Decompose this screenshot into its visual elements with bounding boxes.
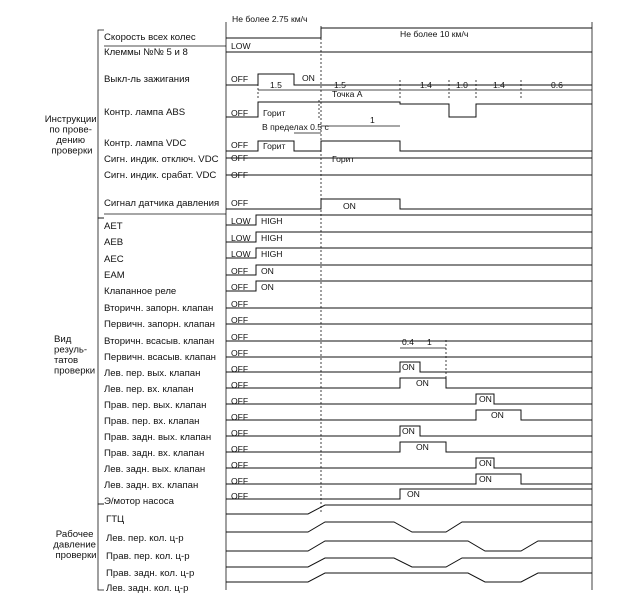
group-pressure-line-1: Рабочее — [55, 529, 94, 540]
valve-dim-2: 1 — [427, 337, 432, 347]
row-initial-state: OFF — [231, 348, 249, 358]
dim-ign-3: 1.4 — [420, 80, 432, 90]
row-label: Сигн. индик. срабат. VDC — [104, 170, 217, 181]
note-aec-high: HIGH — [261, 249, 283, 259]
wave-master-cyl — [226, 505, 592, 514]
wave-fl-in-valve — [226, 378, 592, 388]
note-fr-in-on: ON — [491, 410, 504, 420]
dim-ign-5: 1.4 — [493, 80, 505, 90]
row-initial-state: OFF — [231, 444, 249, 454]
dim-ign-6: 0.6 — [551, 80, 563, 90]
row-label: Прав. пер. вых. клапан — [104, 400, 207, 411]
row-label: Первичн. запорн. клапан — [104, 319, 215, 330]
row-label: Вторичн. запорн. клапан — [104, 303, 214, 314]
row-label: Сигнал датчика давления — [104, 198, 220, 209]
note-vdc-off-lit: Горит — [332, 154, 355, 164]
row-initial-state: OFF — [231, 476, 249, 486]
wave-eam — [226, 265, 592, 275]
row-label: Вторичн. всасыв. клапан — [104, 336, 215, 347]
wave-fr-cyl — [226, 541, 592, 551]
group-procedure-line-2: по прове- — [49, 124, 92, 136]
dim-ign-1: 1.5 — [270, 80, 282, 90]
point-a-label: Точка А — [332, 89, 363, 99]
wave-valve-relay — [226, 281, 592, 291]
row-label: Лев. пер. кол. ц-р — [106, 533, 184, 544]
wave-rl-in-valve — [226, 474, 592, 484]
row-initial-state: OFF — [231, 396, 249, 406]
note-aet-high: HIGH — [261, 216, 283, 226]
speed-limit-note: Не более 2.75 км/ч — [232, 14, 308, 24]
dim-ign-2: 1.5 — [334, 80, 346, 90]
note-fl-in-on: ON — [416, 378, 429, 388]
wave-rr-cyl — [226, 558, 592, 567]
one-sec-label: 1 — [370, 115, 375, 125]
row-initial-state: OFF — [231, 299, 249, 309]
note-rl-out-on: ON — [479, 458, 492, 468]
wave-fr-in-valve — [226, 410, 592, 420]
wave-fl-cyl — [226, 522, 592, 532]
row-label: AEB — [104, 237, 124, 248]
row-label: Скорость всех колес — [104, 32, 196, 43]
note-pressure-on: ON — [343, 201, 356, 211]
dim-ign-4: 1.0 — [456, 80, 468, 90]
row-initial-state: OFF — [231, 491, 249, 501]
row-label: Лев. пер. вх. клапан — [104, 384, 194, 395]
row-initial-state: OFF — [231, 332, 249, 342]
wave-rl-out-valve — [226, 458, 592, 468]
row-initial-state: LOW — [231, 216, 251, 226]
row-initial-state: OFF — [231, 460, 249, 470]
speed-limit-note-2: Не более 10 км/ч — [400, 29, 469, 39]
note-fl-out-on: ON — [402, 362, 415, 372]
row-initial-state: OFF — [231, 266, 249, 276]
row-initial-state: LOW — [231, 41, 251, 51]
wave-rr-in-valve — [226, 442, 592, 452]
group-procedure-line-4: проверки — [51, 145, 93, 157]
row-label: Сигн. индик. отключ. VDC — [104, 154, 219, 165]
group-label-procedure — [45, 114, 100, 157]
valve-dimensions — [400, 337, 446, 348]
group-pressure-line-2: давление — [53, 539, 97, 551]
note-rl-in-on: ON — [479, 474, 492, 484]
row-label: Выкл-ль зажигания — [104, 74, 190, 85]
row-label: Прав. задн. вых. клапан — [104, 432, 212, 443]
group-procedure-line-1: Инструкции — [44, 114, 97, 125]
row-initial-state: OFF — [231, 198, 249, 208]
row-initial-state: OFF — [231, 140, 249, 150]
row-label: Контр. лампа VDC — [104, 138, 187, 149]
group-procedure-line-3: дению — [56, 135, 86, 146]
row-initial-state: OFF — [231, 74, 249, 84]
note-relay-on: ON — [261, 282, 274, 292]
group-label-results — [54, 334, 95, 377]
wave-fr-out-valve — [226, 394, 592, 404]
row-label: Контр. лампа ABS — [104, 107, 186, 118]
group-results-line-2: резуль- — [54, 344, 88, 356]
wave-rl-cyl — [226, 573, 592, 582]
row-label: Прав. пер. вх. клапан — [104, 416, 200, 427]
within-label: В пределах 0.5 с — [262, 122, 329, 132]
note-pump-on: ON — [407, 489, 420, 499]
row-initial-state: OFF — [231, 153, 249, 163]
note-fr-out-on: ON — [479, 394, 492, 404]
row-label: Клеммы №№ 5 и 8 — [104, 47, 188, 58]
note-eam-on: ON — [261, 266, 274, 276]
row-initial-state: LOW — [231, 249, 251, 259]
wave-pressure-sensor — [226, 199, 592, 209]
row-label: Лев. пер. вых. клапан — [104, 368, 201, 379]
row-initial-state: OFF — [231, 282, 249, 292]
row-label: EAM — [104, 270, 125, 281]
row-initial-state: OFF — [231, 428, 249, 438]
row-initial-state: OFF — [231, 170, 249, 180]
row-initial-state: OFF — [231, 364, 249, 374]
row-label: Клапанное реле — [104, 286, 177, 297]
note-vdc-lit: Горит — [263, 141, 286, 151]
group-label-pressure — [53, 529, 98, 561]
row-initial-state: OFF — [231, 108, 249, 118]
state-notes — [261, 73, 504, 499]
row-initial-state: LOW — [231, 233, 251, 243]
group-results-line-4: проверки — [54, 365, 96, 377]
row-states — [231, 41, 251, 501]
row-initial-state: OFF — [231, 315, 249, 325]
group-results-line-3: татов — [54, 355, 79, 366]
note-rr-in-on: ON — [416, 442, 429, 452]
valve-dim-1: 0.4 — [402, 337, 414, 347]
row-label: Лев. задн. вых. клапан — [104, 464, 206, 475]
row-initial-state: OFF — [231, 380, 249, 390]
row-label: Прав. задн. вх. клапан — [104, 448, 205, 459]
row-label: AEC — [104, 254, 124, 265]
row-labels — [104, 32, 226, 594]
group-bracket-pressure — [98, 504, 104, 590]
group-results-line-1: Вид — [54, 334, 72, 345]
note-ign-on: ON — [302, 73, 315, 83]
row-label: Первичн. всасыв. клапан — [104, 352, 216, 363]
row-initial-state: OFF — [231, 412, 249, 422]
row-label: ГТЦ — [106, 514, 125, 525]
row-label: Прав. пер. кол. ц-р — [106, 551, 190, 562]
row-label: Прав. задн. кол. ц-р — [106, 568, 195, 579]
note-aeb-high: HIGH — [261, 233, 283, 243]
group-pressure-line-3: проверки — [55, 550, 97, 561]
note-rr-out-on: ON — [402, 426, 415, 436]
row-label: Э/мотор насоса — [104, 496, 174, 507]
row-label: Лев. задн. вх. клапан — [104, 480, 199, 491]
note-abs-lit: Горит — [263, 108, 286, 118]
row-label: Лев. задн. кол. ц-р — [106, 583, 189, 594]
row-label: AET — [104, 221, 123, 232]
